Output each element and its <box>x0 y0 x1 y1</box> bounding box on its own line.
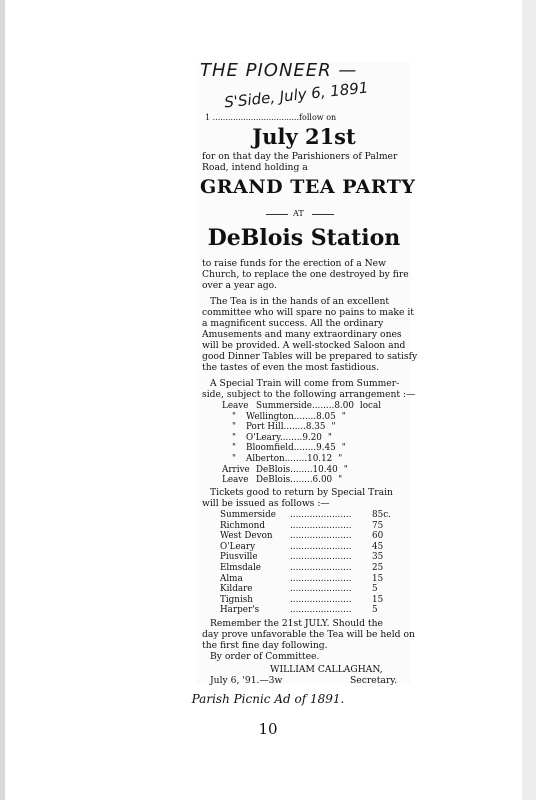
schedule-place: Bloomfield <box>246 443 294 454</box>
leader-dots: ...................... <box>290 594 352 605</box>
fare-price: 75 <box>372 520 384 531</box>
by-order: By order of Committee. <box>210 651 320 662</box>
schedule-suffix: " <box>338 475 343 486</box>
remember-line-2: day prove unfavorable the Tea will be held on <box>202 629 415 640</box>
schedule-suffix: " <box>327 432 332 443</box>
schedule-time: 6.00 <box>312 475 333 486</box>
fare-place: Richmond <box>220 520 265 531</box>
tea-line-3: a magnificent success. All the ordinary <box>202 318 384 329</box>
tickets-intro-1: Tickets good to return by Special Train <box>210 487 393 498</box>
rule-right <box>312 214 334 215</box>
fare-place: Summerside <box>220 510 276 520</box>
fare-place: Kildare <box>220 584 253 595</box>
handwritten-date: S'Side, July 6, 1891 <box>223 78 370 112</box>
grand-tea-party-headline: GRAND TEA PARTY <box>200 176 416 198</box>
leader-dots: ........ <box>311 401 335 411</box>
schedule-place: DeBlois <box>256 475 291 486</box>
handwritten-source: THE PIONEER — <box>200 60 358 81</box>
page-edge-right <box>522 0 536 800</box>
fare-price: 15 <box>372 594 384 605</box>
tea-line-5: will be provided. A well-stocked Saloon and <box>202 340 406 351</box>
date-headline: July 21st <box>252 124 356 149</box>
signature-name: WILLIAM CALLAGHAN, <box>270 664 383 675</box>
fare-price: 25 <box>372 563 384 573</box>
schedule-suffix: local <box>359 401 382 411</box>
schedule-place: Port Hill <box>246 422 284 433</box>
station-headline: DeBlois Station <box>207 225 401 251</box>
schedule-row <box>222 475 342 485</box>
fare-place: Tignish <box>220 594 253 605</box>
schedule-prefix: " <box>232 432 237 443</box>
schedule-suffix: " <box>343 464 348 475</box>
intro-fragment: 1 ..................................follow on <box>205 113 337 122</box>
schedule-place: Summerside <box>256 401 312 411</box>
leader-dots: ........ <box>293 443 317 454</box>
tea-line-6: good Dinner Tables will be prepared to satisfy <box>202 351 418 362</box>
fare-price: 5 <box>372 605 378 616</box>
tea-line-7: the tastes of even the most fastidious. <box>202 362 380 373</box>
schedule-suffix: " <box>341 443 346 454</box>
schedule-place: Wellington <box>246 411 294 422</box>
schedule-place: Alberton <box>246 454 285 464</box>
leader-dots: ........ <box>293 411 317 422</box>
fare-price: 5 <box>372 584 378 595</box>
schedule-suffix: " <box>331 422 336 433</box>
fare-price: 45 <box>372 541 384 552</box>
schedule-time: 10.40 <box>312 464 338 475</box>
purpose-line-2: Church, to replace the one destroyed by fire <box>202 269 409 280</box>
leader-dots: ...................... <box>290 584 352 595</box>
train-intro-2: side, subject to the following arrangement :— <box>202 389 416 400</box>
remember-line-3: the first fine day following. <box>202 640 328 651</box>
schedule-prefix: " <box>232 411 237 422</box>
schedule-time: 9.20 <box>302 432 322 443</box>
fare-price: 15 <box>372 573 384 584</box>
schedule-suffix: " <box>338 454 343 464</box>
leader-dots: ........ <box>290 475 313 486</box>
leader-dots: ...................... <box>290 541 352 552</box>
schedule-place: DeBlois <box>256 464 291 475</box>
fare-place: O'Leary <box>220 541 256 552</box>
figure-caption: Parish Picnic Ad of 1891. <box>191 692 345 706</box>
schedule-time: 8.05 <box>316 411 336 422</box>
leader-dots: ........ <box>279 432 303 443</box>
schedule-row <box>222 412 346 422</box>
leader-dots: ...................... <box>290 531 352 542</box>
schedule-row <box>222 443 346 453</box>
secretary-title: Secretary. <box>350 675 398 686</box>
leader-dots: ...................... <box>290 605 352 616</box>
page-number: 10 <box>258 720 278 738</box>
schedule-row <box>222 433 332 443</box>
purpose-line-1: to raise funds for the erection of a New <box>202 258 386 269</box>
schedule-row <box>222 401 381 411</box>
leader-dots: ........ <box>284 454 308 464</box>
schedule-prefix: Leave <box>222 401 249 411</box>
tea-line-2: committee who will spare no pains to make it <box>202 307 414 318</box>
intro-line-1: for on that day the Parishioners of Palmer <box>202 151 398 162</box>
fare-place: Piusville <box>220 552 258 563</box>
rule-left <box>266 214 288 215</box>
leader-dots: ...................... <box>290 520 352 531</box>
fare-price: 35 <box>372 552 384 563</box>
page-edge-left <box>0 0 5 800</box>
schedule-prefix: Leave <box>222 475 249 486</box>
schedule-time: 8.35 <box>305 422 326 433</box>
tickets-intro-2: will be issued as follows :— <box>202 498 330 509</box>
fare-place: Elmsdale <box>220 563 261 573</box>
leader-dots: ...................... <box>290 552 352 563</box>
intro-line-2: Road, intend holding a <box>202 162 308 173</box>
fare-price: 60 <box>372 531 384 542</box>
schedule-time: 9.45 <box>316 443 336 454</box>
schedule-prefix: " <box>232 443 237 454</box>
fare-place: Harper's <box>220 605 260 616</box>
schedule-suffix: " <box>341 411 346 422</box>
leader-dots: ...................... <box>290 563 352 573</box>
fare-place: Alma <box>220 573 243 584</box>
fare-price: 85c. <box>372 510 391 520</box>
purpose-line-3: over a year ago. <box>202 280 277 291</box>
remember-line-1: Remember the 21st JULY. Should the <box>210 618 383 629</box>
schedule-prefix: " <box>232 422 237 433</box>
train-intro-1: A Special Train will come from Summer- <box>210 378 400 389</box>
leader-dots: ...................... <box>290 573 352 584</box>
schedule-time: 8.00 <box>334 401 354 411</box>
schedule-time: 10.12 <box>307 454 333 464</box>
schedule-prefix: " <box>232 454 237 464</box>
schedule-prefix: Arrive <box>222 464 250 475</box>
leader-dots: ........ <box>283 422 306 433</box>
schedule-row <box>222 465 348 475</box>
schedule-row <box>222 422 336 432</box>
leader-dots: ........ <box>290 464 313 475</box>
schedule-row <box>222 454 342 464</box>
tea-line-4: Amusements and many extraordinary ones <box>202 329 402 340</box>
fare-place: West Devon <box>220 531 273 542</box>
leader-dots: ...................... <box>290 510 352 520</box>
date-line: July 6, '91.—3w <box>210 675 283 686</box>
tea-line-1: The Tea is in the hands of an excellent <box>210 296 390 307</box>
at-label: AT <box>293 209 304 218</box>
schedule-place: O'Leary <box>246 432 280 443</box>
